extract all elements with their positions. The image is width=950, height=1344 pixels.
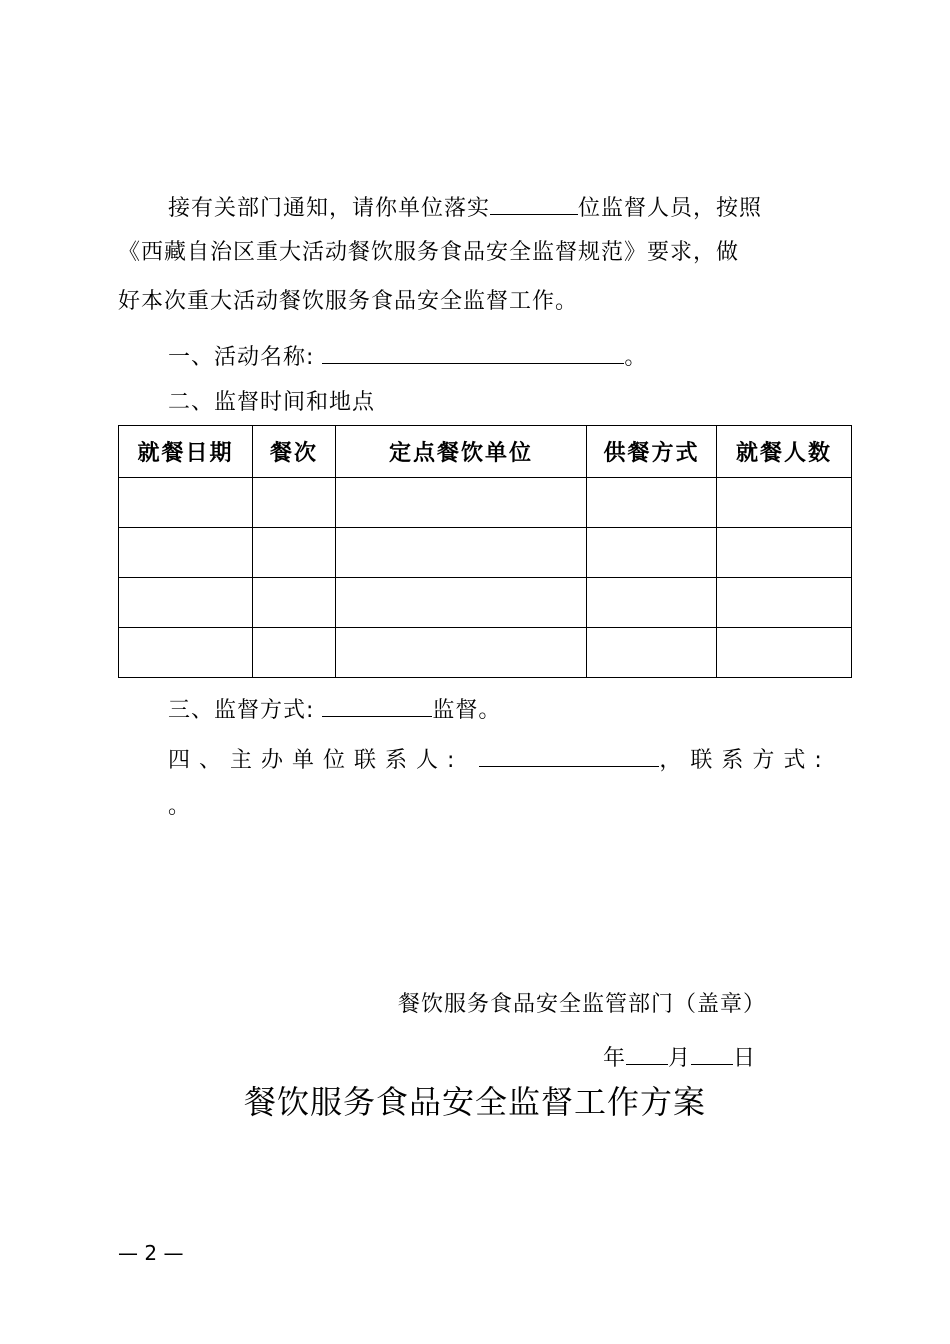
date-month-label: 月 bbox=[668, 1046, 692, 1071]
signature-date bbox=[603, 1040, 756, 1074]
notice-line-1-start: 接有关部门通知，请你单位落实 bbox=[168, 196, 491, 221]
supervision-table bbox=[118, 425, 852, 678]
signature-department: 餐饮服务食品安全监管部门（盖章） bbox=[398, 992, 767, 1017]
contact-method-label: ，联系方式: bbox=[659, 748, 831, 773]
organizer-contact-label: 四、主办单位联系人: bbox=[168, 748, 464, 773]
table-cell[interactable] bbox=[119, 578, 253, 628]
supervision-mode-suffix: 监督。 bbox=[432, 698, 502, 723]
activity-name-end: 。 bbox=[624, 345, 648, 370]
table-cell[interactable] bbox=[587, 478, 717, 528]
section-supervision-mode bbox=[168, 692, 501, 726]
section-time-place: 二、监督时间和地点 bbox=[168, 390, 376, 415]
table-cell[interactable] bbox=[119, 528, 253, 578]
table-header-row bbox=[119, 426, 852, 478]
table-cell[interactable] bbox=[253, 528, 336, 578]
col-designated-restaurant: 定点餐饮单位 bbox=[336, 426, 587, 478]
supervision-mode-label: 三、监督方式: bbox=[168, 698, 315, 723]
table-row bbox=[119, 478, 852, 528]
notice-line-3: 好本次重大活动餐饮服务食品安全监督工作。 bbox=[118, 289, 579, 314]
col-meal: 餐次 bbox=[253, 426, 336, 478]
table-row bbox=[119, 528, 852, 578]
supervisor-count-blank[interactable] bbox=[490, 190, 578, 215]
table-cell[interactable] bbox=[587, 528, 717, 578]
table-cell[interactable] bbox=[336, 628, 587, 678]
table-cell[interactable] bbox=[587, 578, 717, 628]
col-service-mode: 供餐方式 bbox=[587, 426, 717, 478]
table-cell[interactable] bbox=[717, 578, 852, 628]
table-cell[interactable] bbox=[119, 628, 253, 678]
supervision-mode-blank[interactable] bbox=[322, 692, 432, 717]
section-organizer-contact bbox=[168, 742, 831, 776]
activity-name-blank[interactable] bbox=[322, 339, 624, 364]
plan-title: 餐饮服务食品安全监督工作方案 bbox=[243, 1083, 706, 1121]
table-cell[interactable] bbox=[119, 478, 253, 528]
table-cell[interactable] bbox=[336, 478, 587, 528]
date-year-label: 年 bbox=[603, 1046, 627, 1071]
table-cell[interactable] bbox=[253, 478, 336, 528]
activity-name-label: 一、活动名称: bbox=[168, 345, 315, 370]
notice-line-1-end: 位监督人员，按照 bbox=[578, 196, 763, 221]
table-cell[interactable] bbox=[717, 478, 852, 528]
table-row bbox=[119, 578, 852, 628]
date-day-label: 日 bbox=[733, 1046, 757, 1071]
table-cell[interactable] bbox=[336, 528, 587, 578]
table-row bbox=[119, 628, 852, 678]
table-cell[interactable] bbox=[717, 628, 852, 678]
page-number: — 2 — bbox=[118, 1241, 184, 1265]
table-cell[interactable] bbox=[336, 578, 587, 628]
col-dining-date: 就餐日期 bbox=[119, 426, 253, 478]
notice-line-1 bbox=[168, 190, 762, 224]
col-diner-count: 就餐人数 bbox=[717, 426, 852, 478]
date-month-blank[interactable] bbox=[626, 1040, 668, 1065]
table-cell[interactable] bbox=[587, 628, 717, 678]
table-cell[interactable] bbox=[717, 528, 852, 578]
date-day-blank[interactable] bbox=[691, 1040, 733, 1065]
notice-line-2: 《西藏自治区重大活动餐饮服务食品安全监督规范》要求，做 bbox=[118, 240, 740, 265]
table-cell[interactable] bbox=[253, 628, 336, 678]
organizer-contact-blank[interactable] bbox=[479, 742, 659, 767]
organizer-contact-end: 。 bbox=[168, 794, 192, 819]
section-activity-name bbox=[168, 339, 647, 373]
table-cell[interactable] bbox=[253, 578, 336, 628]
